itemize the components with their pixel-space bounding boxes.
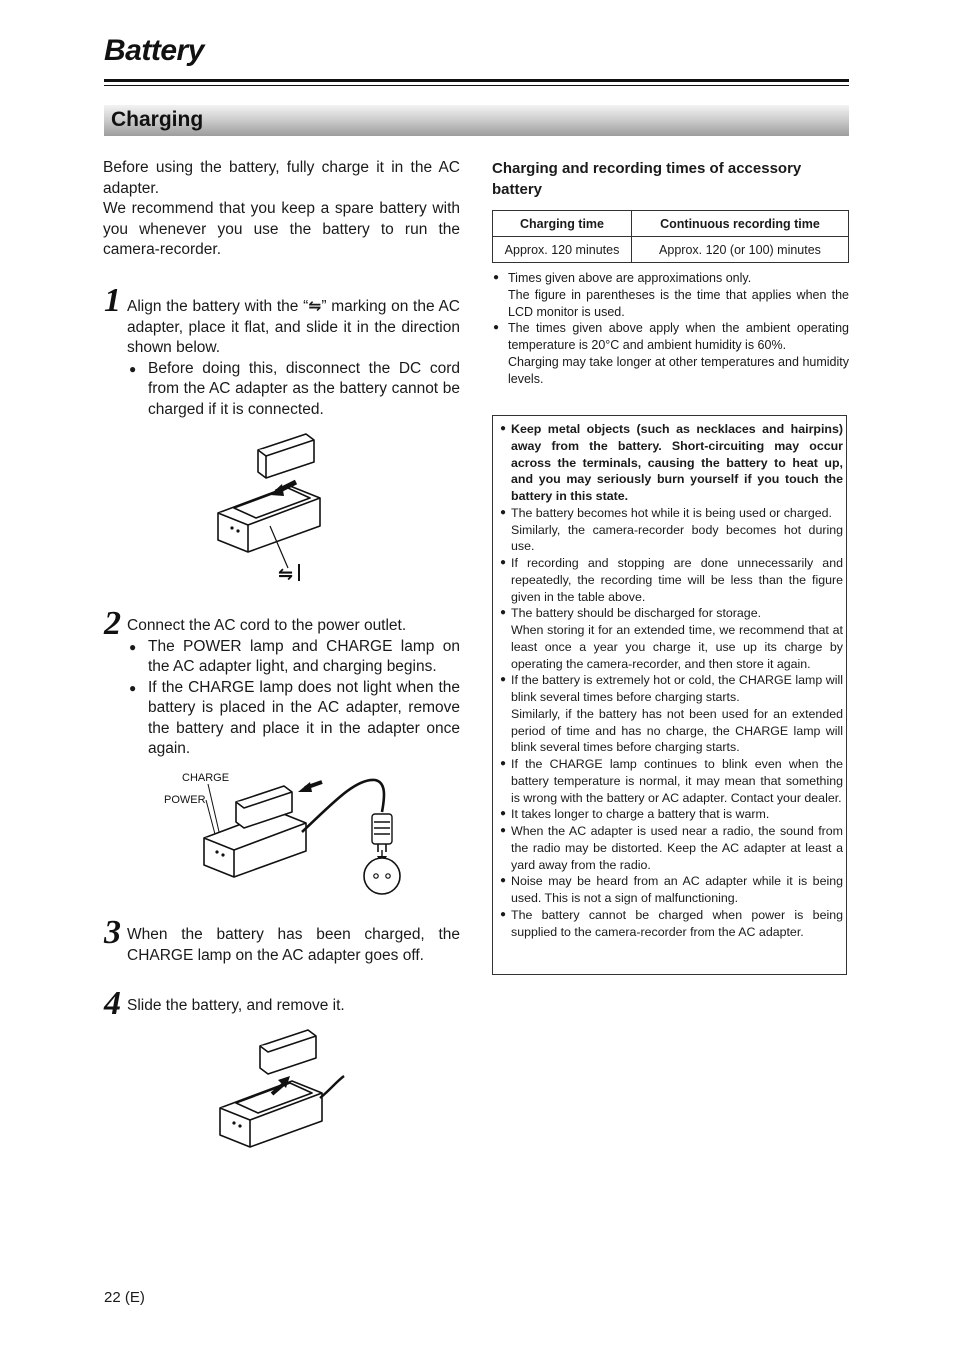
note-item: ● Times given above are approximations only. The figure in parentheses is the time that applies when the LCD monitor is used.	[493, 271, 849, 319]
intro-paragraph-1: Before using the battery, fully charge it in the AC adapter.	[103, 159, 460, 197]
caution-item: ● Noise may be heard from an AC adapter while it is being used. This is not a sign of malfunctioning.	[500, 874, 843, 905]
times-table	[492, 210, 849, 263]
title-rule	[104, 79, 849, 82]
caution-item: ● It takes longer to charge a battery that is warm.	[500, 807, 770, 822]
table-cell: Approx. 120 minutes	[493, 237, 632, 263]
figure-battery-insert	[210, 428, 330, 588]
charge-lamp-label: CHARGE	[182, 772, 230, 784]
caution-item: ● If the CHARGE lamp continues to blink even when the battery temperature is normal, it may mean that something is wrong with the battery or AC adapter. Contact your dealer.	[500, 757, 843, 805]
step-1-number: 1	[104, 282, 121, 319]
table-row	[493, 237, 849, 263]
step-1-text: Align the battery with the “⇋” marking on the AC adapter, place it flat, and slide it in the direction shown below.	[127, 298, 460, 356]
bullet-icon: ●	[500, 674, 507, 686]
bullet-icon: ●	[500, 758, 507, 769]
caution-item: ● When the AC adapter is used near a radio, the sound from the radio may be distorted. Keep the AC adapter at least a yard away from the radio.	[500, 824, 843, 872]
align-mark-symbol: ⇋	[308, 298, 322, 315]
step-2-text: Connect the AC cord to the power outlet.	[127, 617, 407, 634]
bullet-icon: ●	[129, 361, 137, 376]
table-header-cell: Continuous recording time	[632, 211, 849, 237]
bullet-icon: ●	[500, 825, 507, 836]
step-1	[127, 297, 460, 420]
figure-power-connect	[160, 766, 410, 901]
table-cell: Approx. 120 (or 100) minutes	[632, 237, 849, 263]
caution-item: ● The battery should be discharged for storage. When storing it for an extended time, we recommend that at least once a year you charge it, use up its charge by operating the camera-recorder, and then store it again.	[500, 606, 843, 671]
caution-item: ● If recording and stopping are done unnecessarily and repeatedly, the recording time will be less than the figure given in the table above.	[500, 556, 843, 604]
bullet-icon: ●	[493, 322, 500, 334]
step-2-bullet-1: ● The POWER lamp and CHARGE lamp on the AC adapter light, and charging begins.	[129, 637, 460, 675]
step-3-text: When the battery has been charged, the CHARGE lamp on the AC adapter goes off.	[127, 926, 460, 964]
bullet-icon: ●	[500, 808, 507, 820]
bullet-icon: ●	[493, 272, 500, 283]
bullet-icon: ●	[500, 875, 507, 887]
title-rule-thin	[104, 85, 849, 86]
figure-battery-remove	[212, 1028, 352, 1153]
step-2-number: 2	[104, 605, 121, 642]
power-lamp-label: POWER	[164, 794, 206, 806]
bullet-icon: ●	[500, 506, 507, 518]
step-1-bullet: ● Before doing this, disconnect the DC cord from the AC adapter as the battery cannot be charged if it is connected.	[129, 359, 460, 418]
bullet-icon: ●	[500, 557, 507, 568]
bullet-icon: ●	[500, 607, 507, 619]
table-header-cell: Charging time	[493, 211, 632, 237]
bullet-icon: ●	[500, 908, 507, 920]
step-2	[127, 616, 460, 760]
bullet-icon: ●	[500, 423, 507, 434]
caution-item: ● If the battery is extremely hot or cold, the CHARGE lamp will blink several times before charging starts. Similarly, if the battery has not been used for an extended period of time and has no charge, the CHARGE lamp will blink several times before charging starts.	[500, 673, 843, 755]
caution-item-bold: ● Keep metal objects (such as necklaces and hairpins) away from the battery. Short-circuiting may occur across the terminals, causing the battery to heat up, and you may seriously burn yourself if you touch the battery in this state.	[500, 422, 843, 503]
step-4-number: 4	[104, 985, 121, 1022]
table-header-row	[493, 211, 849, 237]
page-number: 22 (E)	[104, 1289, 145, 1306]
caution-item: ● The battery cannot be charged when power is being supplied to the camera-recorder from the AC adapter.	[500, 907, 843, 939]
section-title: Charging	[111, 108, 204, 131]
svg-text:⇋: ⇋	[278, 564, 294, 584]
caution-item: ● The battery becomes hot while it is being used or charged. Similarly, the camera-recorder body becomes hot during use.	[500, 505, 843, 554]
section-bar	[104, 105, 849, 136]
note-item: ● The times given above apply when the ambient operating temperature is 20°C and ambient humidity is 60%. Charging may take longer at other temperatures and humidity levels.	[493, 321, 849, 386]
caution-list	[499, 421, 843, 940]
bullet-icon: ●	[129, 639, 137, 654]
step-2-bullet-2: ● If the CHARGE lamp does not light when the battery is placed in the AC adapter, remove the battery and place it in the adapter once again.	[129, 678, 460, 757]
intro-text	[103, 158, 460, 261]
times-heading: Charging and recording times of accessory battery	[492, 160, 802, 198]
intro-paragraph-2: We recommend that you keep a spare battery with you whenever you use the battery to run the camera-recorder.	[103, 200, 460, 258]
step-3-number: 3	[104, 914, 121, 951]
step-4-text: Slide the battery, and remove it.	[127, 997, 345, 1014]
page-title: Battery	[104, 34, 204, 67]
bullet-icon: ●	[129, 680, 137, 695]
times-notes	[492, 270, 849, 388]
